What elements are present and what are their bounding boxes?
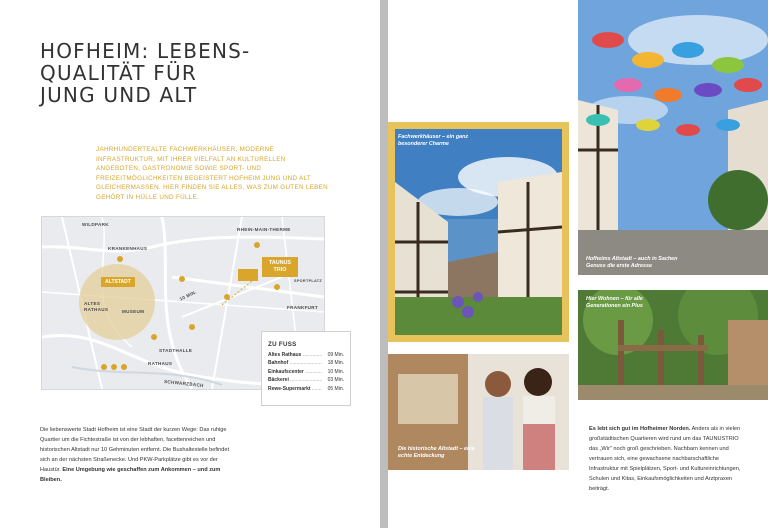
- photo-umbrellas-frame: [578, 0, 768, 275]
- legend-duration: 05 Min.: [327, 385, 344, 392]
- caption-fachwerk: Fachwerkhäuser – ein ganz besonderer Charme: [398, 134, 469, 147]
- intro-text: JAHRHUNDERTEALTE FACHWERKHÄUSER, MODERNE INFRASTRUKTUR, MIT IHRER VIELFALT AN KULTURELLEN ANGEBOTEN, GASTRONOMIE SOWIE SPORT- UND FREIZEITMÖGLICHKEITEN BEGEISTERT HOFHEIM JUNG UND ALT GLEICHERMASSEN. HIER FINDEN SIE ALLES, WAS ZUM GUTEN LEBEN GEHÖRT IN HÜLLE UND FÜLLE.: [96, 146, 329, 201]
- walking-distance-legend: [261, 331, 351, 406]
- page-title: [40, 40, 340, 106]
- body-text-left: [40, 425, 240, 485]
- map-label-altes-rathaus: ALTES RATHAUS: [84, 301, 109, 312]
- caption-entdeckung: Die historische Altstadt – eine echte Entdeckung: [398, 446, 475, 459]
- map-label-frankfurt: FRANKFURT: [287, 305, 319, 310]
- photo-playground-frame: [578, 290, 768, 400]
- legend-place: Einkaufscenter .....: [268, 368, 322, 376]
- title-line-1: HOFHEIM: LEBENS-: [40, 39, 251, 63]
- photo-fachwerk-frame: [388, 122, 569, 342]
- photo-fachwerk: [388, 122, 569, 342]
- title-line-2: QUALITÄT FÜR: [40, 61, 197, 85]
- body-text-right: [589, 424, 749, 494]
- legend-row: [268, 368, 344, 376]
- legend-duration: 03 Min.: [327, 377, 344, 384]
- map-label-krankenhaus: KRANKENHAUS: [108, 246, 148, 251]
- altstadt-badge: ALTSTADT: [101, 277, 135, 287]
- legend-duration: 10 Min.: [327, 368, 344, 375]
- map-label-museum: MUSEUM: [122, 309, 145, 314]
- taunus-trio-badge: TAUNUS TRIO: [262, 257, 298, 277]
- legend-title: ZU FUSS: [268, 341, 297, 348]
- page-spine: [380, 0, 388, 528]
- left-page: [0, 0, 380, 528]
- legend-row: [268, 376, 344, 384]
- title-line-3: JUNG UND ALT: [40, 83, 198, 107]
- body-left-bold: Eine Umgebung wie geschaffen zum Ankommen – und zum Bleiben.: [40, 467, 221, 483]
- building-marker: [238, 269, 258, 281]
- legend-place: Bahnhof .....: [268, 359, 322, 367]
- legend-duration: 18 Min.: [327, 360, 344, 367]
- legend-duration: 09 Min.: [327, 352, 344, 358]
- legend-place: Bäckerei .....: [268, 376, 322, 384]
- map-label-sportplatz: SPORTPLATZ: [294, 279, 323, 283]
- legend-row: [268, 351, 344, 359]
- legend-place: Altes Rathaus .....: [268, 351, 322, 359]
- body-right-bold: Es lebt sich gut im Hofheimer Norden.: [589, 426, 691, 432]
- photo-umbrellas: [578, 0, 768, 275]
- legend-row: [268, 359, 344, 367]
- photo-couple-frame: [388, 354, 569, 470]
- map-label-stadthalle: STADTHALLE: [159, 348, 193, 353]
- map-label-schwarzbach: SCHWARZBACH: [163, 378, 204, 389]
- caption-wohnen: Hier Wohnen – für alle Generationen ein Plus: [586, 296, 643, 309]
- map-label-therme: RHEIN-MAIN-THERME: [237, 227, 291, 232]
- map-label-rathaus: RATHAUS: [148, 361, 173, 366]
- map-label-distance: 10 MIN.: [178, 289, 198, 302]
- body-left-text: Die liebenswerte Stadt Hofheim ist eine Stadt der kurzen Wege: Das ruhige Quartier um die Fichtestraße ist von der lebhaften, facettenreichen und historischen Altstadt nur 10 Gehminuten entfernt. Die Bushaltestelle befindet sich an der nächsten Straßenecke. Und PKW-Parkplätze gibt es vor der Haustür.: [40, 427, 230, 473]
- body-right-text: Anders als in vielen großstädtischen Quartieren wird rund um das TAUNUSTRIO das „Wir" noch groß geschrieben. Nachbarn kennen und vertrauen sich, eine gewachsene nachbarschaftliche Infrastruktur mit Spielplätzen, Sport- und Kultureinrichtungen, Schulen und Kitas, Einkaufsmöglichkeiten und Arztpraxen beiträgt.: [589, 426, 741, 492]
- legend-row: [268, 385, 344, 393]
- legend-place: Rewe-Supermarkt .....: [268, 385, 322, 393]
- caption-altstadt-sachen: Hofheims Altstadt – auch in Sachen Genuss die erste Adresse: [586, 256, 678, 269]
- map-label-wildpark: WILDPARK: [82, 222, 109, 227]
